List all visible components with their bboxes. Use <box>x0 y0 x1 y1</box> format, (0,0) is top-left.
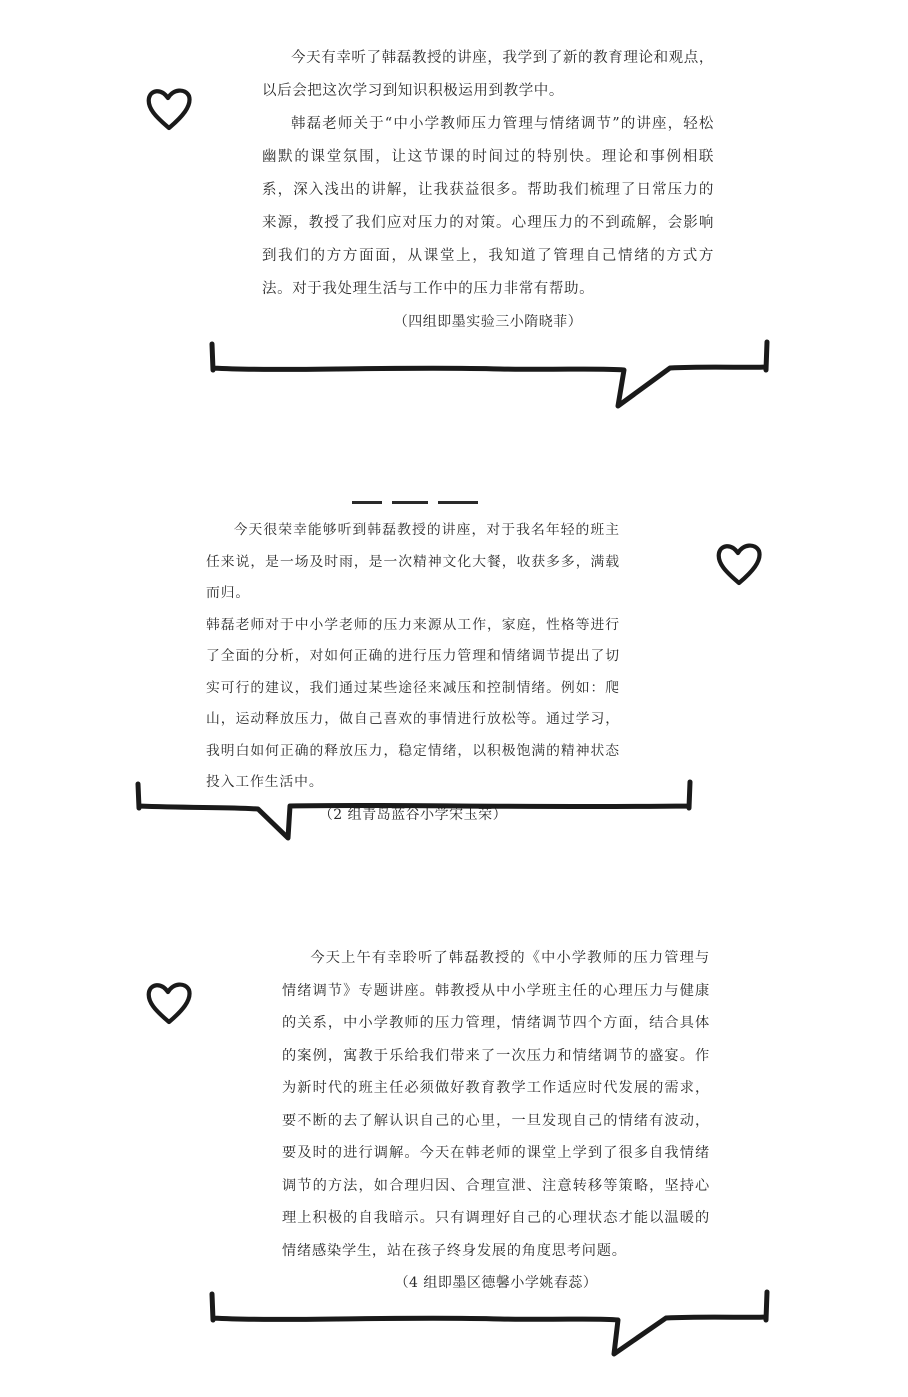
author-signature: （四组即墨实验三小隋晓菲） <box>393 314 583 330</box>
paragraph: 今天有幸听了韩磊教授的讲座，我学到了新的教育理论和观点，以后会把这次学习到知识积极运用到教学中。 <box>262 50 714 99</box>
cut-off-header <box>320 494 490 504</box>
paragraph: 今天上午有幸聆听了韩磊教授的《中小学教师的压力管理与情绪调节》专题讲座。韩教授从中小学班主任的心理压力与健康的关系，中小学教师的压力管理，情绪调节四个方面，结合具体的案例，寓教于乐给我们带来了一次压力和情绪调节的盛宴。作为新时代的班主任必须做好教育教学工作适应时代发展的需求，要不断的去了解认识自己的心里，一旦发现自己的情绪有波动，要及时的进行调解。今天在韩老师的课堂上学到了很多自我情绪调节的方法，如合理归因、合理宣泄、注意转移等策略，坚持心理上积极的自我暗示。只有调理好自己的心理状态才能以温暖的情绪感染学生，站在孩子终身发展的角度思考问题。 <box>282 950 710 1259</box>
heart-icon <box>144 86 194 132</box>
reflection-block-3 <box>282 942 710 1300</box>
author-signature: （4 组即墨区德馨小学姚春蕊） <box>394 1275 598 1291</box>
paragraph: 今天很荣幸能够听到韩磊教授的讲座，对于我名年轻的班主任来说，是一场及时雨，是一次精神文化大餐，收获多多，满载而归。 <box>206 522 620 601</box>
speech-bubble-bracket <box>200 334 780 416</box>
speech-bubble-bracket <box>128 776 708 856</box>
heart-icon <box>144 980 194 1026</box>
author-signature: （2 组青岛蓝谷小学宋玉荣） <box>318 806 508 823</box>
paragraph: 韩磊老师对于中小学老师的压力来源从工作，家庭，性格等进行了全面的分析，对如何正确的进行压力管理和情绪调节提出了切实可行的建议，我们通过某些途径来减压和控制情绪。例如：爬山，运动释放压力，做自己喜欢的事情进行放松等。通过学习，我明白如何正确的释放压力，稳定情绪，以积极饱满的精神状态投入工作生活中。 <box>206 616 620 790</box>
speech-bubble-bracket <box>200 1284 780 1366</box>
heart-icon <box>714 541 764 587</box>
reflection-block-1 <box>262 42 714 339</box>
paragraph: 韩磊老师关于“中小学教师压力管理与情绪调节”的讲座，轻松幽默的课堂氛围，让这节课的时间过的特别快。理论和事例相联系，深入浅出的讲解，让我获益很多。帮助我们梳理了日常压力的来源，教授了我们应对压力的对策。心理压力的不到疏解，会影响到我们的方方面面，从课堂上，我知道了管理自己情绪的方式方法。对于我处理生活与工作中的压力非常有帮助。 <box>262 116 714 297</box>
